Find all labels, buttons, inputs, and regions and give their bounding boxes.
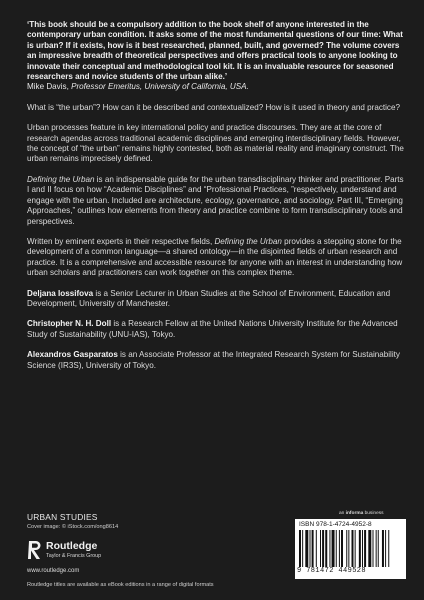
publisher-tagline: Taylor & Francis Group bbox=[46, 553, 102, 559]
editor-name: Alexandros Gasparatos bbox=[27, 350, 118, 360]
editor-name: Deljana Iossifova bbox=[27, 288, 94, 298]
paragraph-experts: Written by eminent experts in their respective fields, Defining the Urban provides a stepping stone for the development of a common language—a shared ontology—in the disjointed fields of urban research and practice. It is a comprehensive and accessible resource for anyone with an interest in understanding how urban scholars and practitioners can work together on this complex theme. bbox=[27, 236, 403, 278]
publisher-website: www.routledge.com bbox=[27, 568, 80, 574]
isbn-number: ISBN 978-1-4724-4952-8 bbox=[299, 521, 372, 528]
main-text bbox=[27, 20, 405, 371]
barcode-digits: 9 781472 449528 bbox=[297, 567, 367, 575]
publisher-name: Routledge bbox=[46, 540, 98, 552]
attribution-role: Professor Emeritus, University of California, USA. bbox=[71, 82, 249, 92]
paragraph-guide: Defining the Urban is an indispensable guide for the urban transdisciplinary thinker and practitioner. Parts I and II focus on how “Academic Disciplines” and “Professional Practices, ”respectively, understand and engage with the urban. Included are architecture, ecology, governance, and sociology. Part III, “Emerging Approaches,” outlines how elements from theory and practice combine to form transdisciplinary tools and perspectives. bbox=[27, 174, 404, 226]
attribution-name: Mike Davis, bbox=[27, 82, 72, 92]
paragraph-questions: What is “the urban”? How can it be described and contextualized? How is it used in theory and practice? bbox=[27, 102, 400, 112]
barcode-bars bbox=[299, 530, 402, 567]
cover-image-credit: Cover image: © iStock.com/ong8614 bbox=[27, 524, 119, 530]
editor-name: Christopher N. H. Doll bbox=[27, 319, 112, 329]
book-title: Defining the Urban bbox=[214, 236, 282, 246]
quote-attribution bbox=[27, 82, 405, 92]
cover-footer bbox=[27, 512, 405, 592]
editor-bio: Alexandros Gasparatos is an Associate Professor at the Integrated Research System for Sustainability Science (IR3S), University of Tokyo. bbox=[27, 350, 400, 370]
editor-bio: Deljana Iossifova is a Senior Lecturer in Urban Studies at the School of Environment, Education and Development, University of Manchester. bbox=[27, 288, 391, 308]
book-title: Defining the Urban bbox=[27, 174, 95, 184]
paragraph-urban-processes: Urban processes feature in key international policy and practice discourses. They are at the core of research agendas across traditional academic disciplines and emerging interdisciplinary fields. However, the concept of “the urban” remains highly contested, both as material reality and imaginary construct. The urban remains imprecisely defined. bbox=[27, 123, 404, 164]
routledge-logo bbox=[27, 538, 137, 566]
isbn-barcode bbox=[295, 519, 406, 579]
routledge-r-icon bbox=[27, 540, 43, 560]
informa-business-label: an informa business bbox=[339, 511, 384, 516]
series-label: URBAN STUDIES bbox=[27, 512, 98, 522]
ebook-note: Routledge titles are available as eBook editions in a range of digital formats bbox=[27, 582, 214, 588]
endorsement-quote: ‘This book should be a compulsory addition to the book shelf of anyone interested in the contemporary urban condition. It asks some of the most fundamental questions of our time: What is urban? If it exists, how is it best researched, planned, built, and governed? The volume covers an impressive breadth of theoretical perspectives and offers practical tools to anyone looking to innovate their conceptual and methodological tool kit. It is an invaluable resource for seasoned researchers and novice students of the urban alike.’ bbox=[27, 20, 403, 82]
editor-bio: Christopher N. H. Doll is a Research Fellow at the United Nations University Institute for the Advanced Study of Sustainability (UNU-IAS), Tokyo. bbox=[27, 319, 398, 339]
